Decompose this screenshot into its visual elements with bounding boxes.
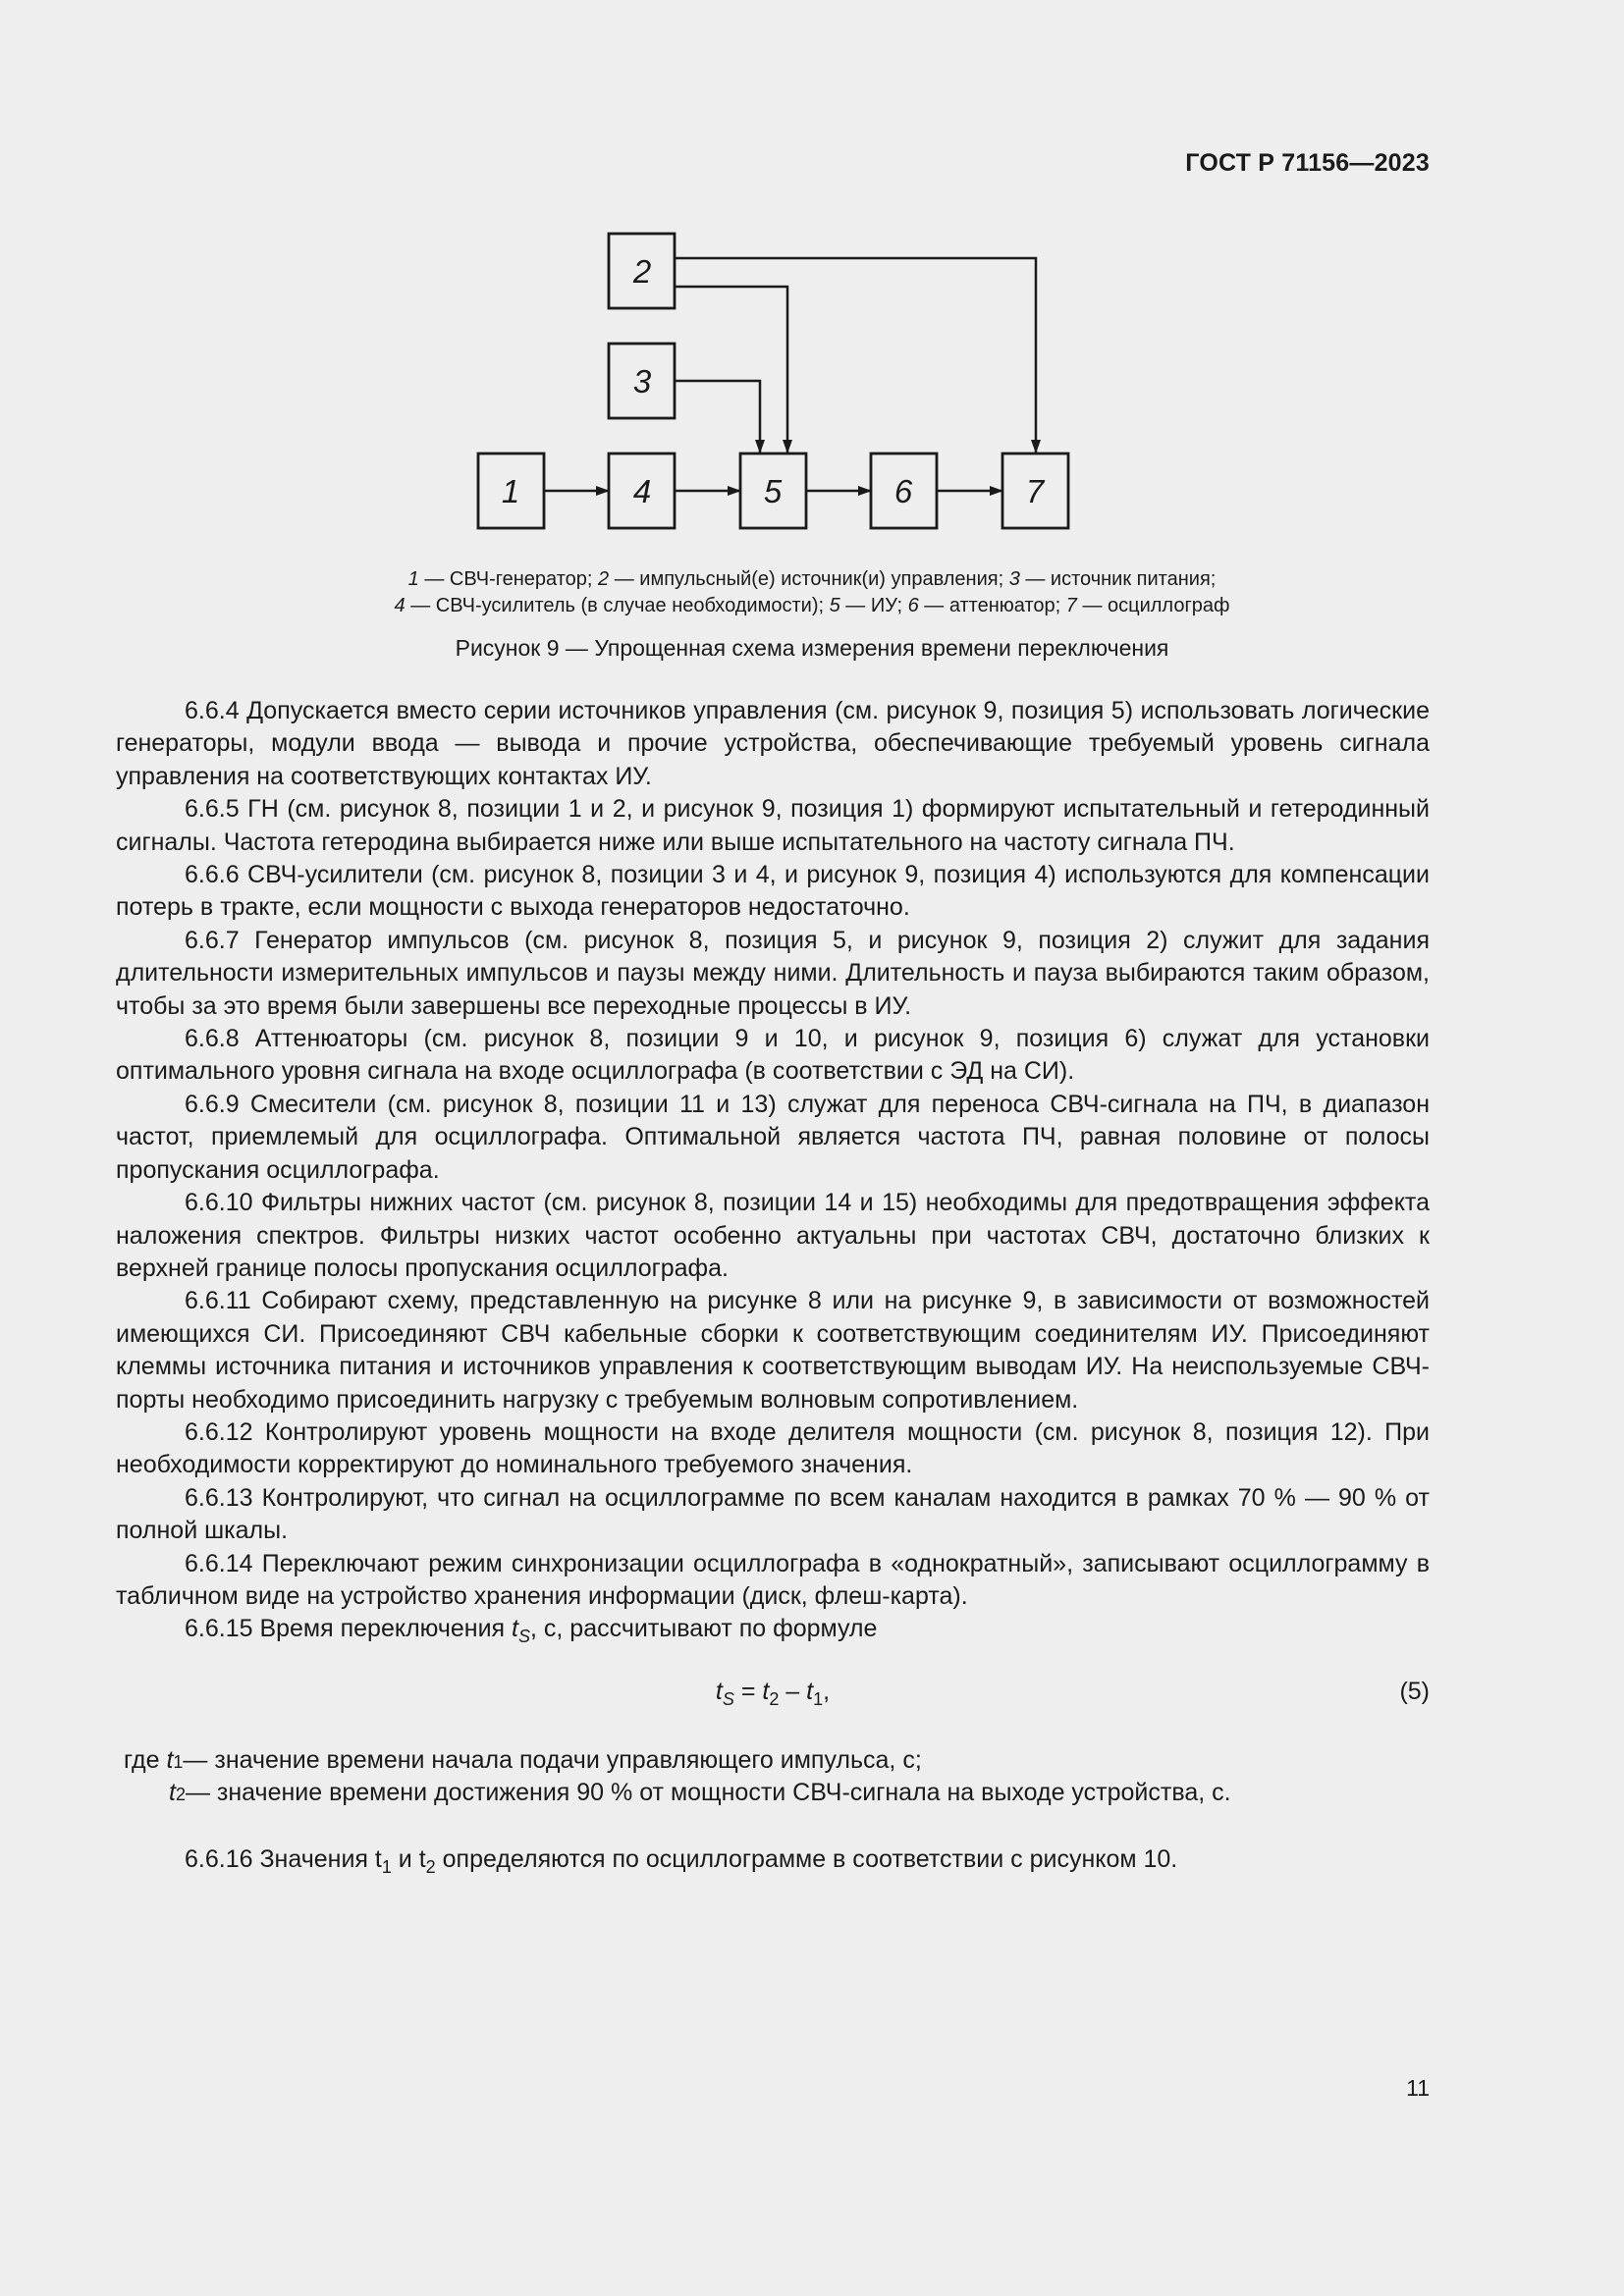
paragraph-6-6-11: 6.6.11 Собирают схему, представленную на рисунке 8 или на рисунке 9, в зависимости от возможностей имеющихся СИ. Присоединяют СВЧ кабельные сборки к соответствующим соединителям ИУ. Присоединяют клеммы источника питания и источников управления к соответствующим выводам ИУ. На неиспользуемые СВЧ-порты необходимо присоединить нагрузку с требуемым волновым сопротивлением. — [116, 1287, 1430, 1414]
legend-text: — источник питания; — [1019, 568, 1217, 590]
formula-number: (5) — [1399, 1677, 1430, 1705]
formula-sub: 1 — [813, 1688, 824, 1709]
where-line-t2: t 2 — значение времени достижения 90 % от мощности СВЧ-сигнала на выходе устройства, с. — [116, 1777, 1430, 1809]
legend-text: — импульсный(е) источник(и) управления; — [609, 568, 1009, 590]
formula-var: t — [806, 1677, 814, 1705]
formula-expression — [116, 1676, 1430, 1708]
legend-text: — аттенюатор; — [918, 595, 1066, 616]
where-clause — [116, 1744, 1430, 1810]
paragraph-text: 6.6.16 Значения t — [185, 1844, 382, 1873]
document-header: ГОСТ Р 71156—2023 — [1185, 149, 1430, 177]
legend-num: 1 — [407, 568, 419, 590]
legend-num: 5 — [829, 595, 840, 616]
legend-text: — СВЧ-усилитель (в случае необходимости); — [405, 595, 830, 616]
paragraph-6-6-16 — [116, 1843, 1430, 1876]
block-label-3: 3 — [632, 363, 652, 400]
paragraph-6-6-5: 6.6.5 ГН (см. рисунок 8, позиции 1 и 2, и рисунок 9, позиция 1) формируют испытательный и гетеродинный сигналы. Частота гетеродина выбирается ниже или выше испытательного на частоту сигнала ПЧ. — [116, 795, 1430, 856]
formula-var: t — [715, 1677, 723, 1705]
arrow-3-to-5 — [675, 381, 760, 453]
legend-text: — ИУ; — [839, 595, 908, 616]
paragraph-text: и t — [391, 1844, 426, 1873]
paragraph-6-6-8: 6.6.8 Аттенюаторы (см. рисунок 8, позиции 9 и 10, и рисунок 9, позиция 6) служат для установки оптимального уровня сигнала на входе осциллографа (в соответствии с ЭД на СИ). — [116, 1025, 1430, 1086]
legend-text: — осциллограф — [1076, 595, 1230, 616]
subscript: 2 — [425, 1856, 436, 1877]
where-text: — значение времени достижения 90 % от мощности СВЧ-сигнала на выходе устройства, с. — [185, 1779, 1231, 1807]
legend-num: 6 — [907, 595, 919, 616]
legend-text: — СВЧ-генератор; — [418, 568, 599, 590]
formula-minus: – — [779, 1677, 807, 1705]
block-label-1: 1 — [501, 473, 520, 509]
block-label-2: 2 — [632, 253, 652, 290]
where-var: t — [166, 1745, 174, 1774]
paragraph-text: определяются по осциллограмме в соответствии с рисунком 10. — [435, 1844, 1178, 1873]
figure-caption: Рисунок 9 — Упрощенная схема измерения времени переключения — [455, 635, 1169, 661]
block-label-5: 5 — [763, 473, 783, 509]
where-text: — значение времени начала подачи управляющего импульса, с; — [183, 1745, 922, 1774]
legend-num: 7 — [1065, 595, 1077, 616]
where-line-t1: где t 1 — значение времени начала подачи управляющего импульса, с; — [116, 1744, 1430, 1777]
paragraph-6-6-10: 6.6.10 Фильтры нижних частот (см. рисунок 8, позиции 14 и 15) необходимы для предотвращения эффекта наложения спектров. Фильтры низких частот особенно актуальны при частотах СВЧ, достаточно близких к верхней границе полосы пропускания осциллографа. — [116, 1189, 1430, 1282]
page-number: 11 — [1406, 2075, 1430, 2101]
where-prefix: где — [124, 1745, 160, 1774]
paragraph-6-6-15 — [116, 1613, 1430, 1645]
paragraph-text: 6.6.15 Время переключения — [185, 1615, 513, 1643]
paragraph-text: , с, рассчитывают по формуле — [530, 1615, 878, 1643]
block-label-6: 6 — [893, 473, 913, 509]
block-diagram — [0, 0, 1624, 550]
legend-num: 4 — [394, 595, 406, 616]
where-var: t — [169, 1779, 176, 1807]
formula-eq: = — [733, 1677, 763, 1705]
paragraph-6-6-7: 6.6.7 Генератор импульсов (см. рисунок 8, позиция 5, и рисунок 9, позиция 2) служит для задания длительности измерительных импульсов и паузы между ними. Длительность и пауза выбираются таким образом, чтобы за это время были завершены все переходные процессы в ИУ. — [116, 926, 1430, 1020]
figure-legend-line-1 — [0, 565, 1624, 593]
paragraph-6-6-12: 6.6.12 Контролируют уровень мощности на входе делителя мощности (см. рисунок 8, позиция 12). При необходимости корректируют до номинального требуемого значения. — [116, 1417, 1430, 1479]
paragraph-6-6-9: 6.6.9 Смесители (см. рисунок 8, позиции 11 и 13) служат для переноса СВЧ-сигнала на ПЧ, в диапазон частот, приемлемый для осциллографа. Оптимальной является частота ПЧ, равная половине от полосы пропускания осциллографа. — [116, 1090, 1430, 1184]
subscript: S — [518, 1627, 531, 1647]
paragraph-6-6-4: 6.6.4 Допускается вместо серии источников управления (см. рисунок 9, позиция 5) использовать логические генераторы, модули ввода — вывода и прочие устройства, обеспечивающие требуемый уровень сигнала управления на соответствующих контактах ИУ. — [116, 697, 1430, 790]
paragraph-6-6-13: 6.6.13 Контролируют, что сигнал на осциллограмме по всем каналам находится в рамках 70 % — 90 % от полной шкалы. — [116, 1483, 1430, 1545]
paragraph-6-6-14: 6.6.14 Переключают режим синхронизации осциллографа в «однократный», записывают осциллограмму в табличном виде на устройство хранения информации (диск, флеш-карта). — [116, 1549, 1430, 1610]
formula-var: t — [762, 1677, 770, 1705]
figure-legend-line-2 — [0, 592, 1624, 619]
subscript: 1 — [381, 1856, 392, 1877]
formula-5 — [116, 1668, 1430, 1723]
legend-num: 3 — [1008, 568, 1020, 590]
formula-sub: S — [722, 1688, 734, 1709]
legend-num: 2 — [598, 568, 610, 590]
formula-end: , — [823, 1677, 831, 1705]
block-label-4: 4 — [632, 473, 652, 509]
document-body — [116, 695, 1430, 1876]
block-label-7: 7 — [1025, 473, 1045, 509]
variable-t: t — [512, 1615, 518, 1643]
formula-sub: 2 — [769, 1688, 780, 1709]
arrow-2-to-5 — [675, 287, 787, 453]
paragraph-6-6-6: 6.6.6 СВЧ-усилители (см. рисунок 8, позиции 3 и 4, и рисунок 9, позиция 4) используются для компенсации потерь в тракте, если мощности с выхода генераторов недостаточно. — [116, 861, 1430, 922]
